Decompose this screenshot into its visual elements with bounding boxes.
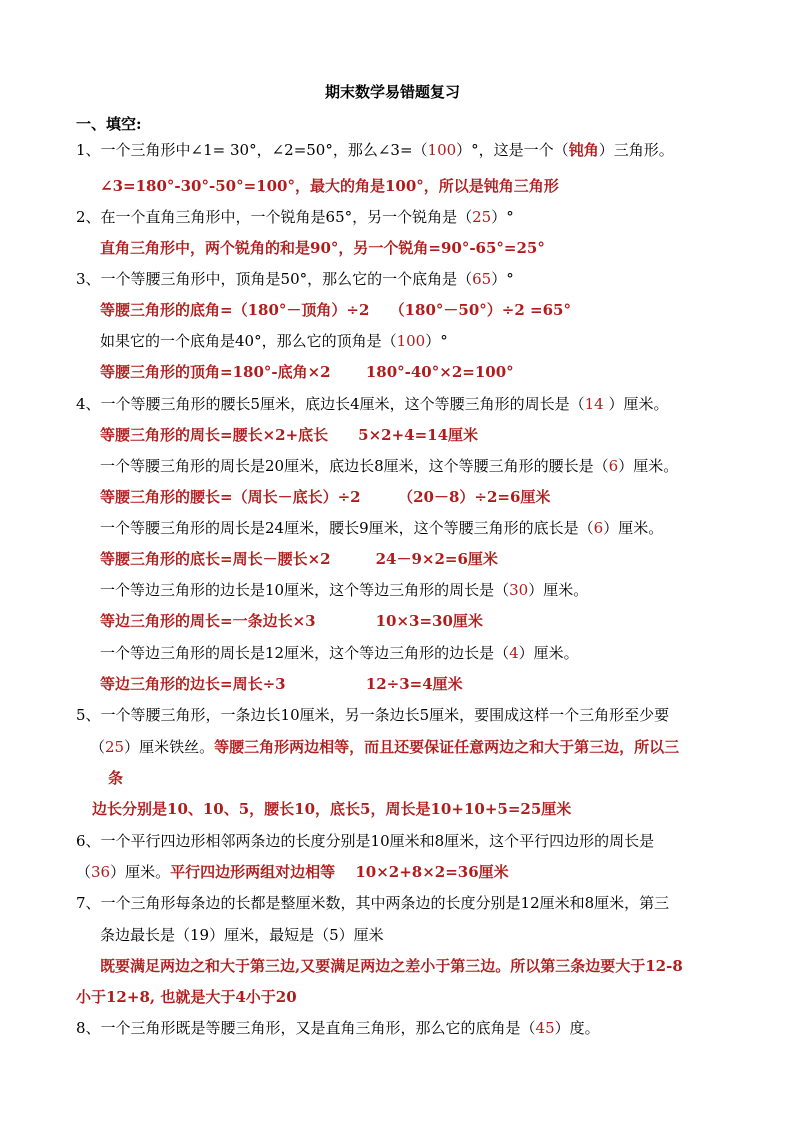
question-4d: 一个等边三角形的边长是10厘米，这个等边三角形的周长是（30）厘米。 bbox=[100, 581, 589, 599]
answer-blank: 100 bbox=[396, 332, 426, 350]
question-8: 8、一个三角形既是等腰三角形，又是直角三角形，那么它的底角是（45）度。 bbox=[76, 1019, 600, 1037]
answer-blank: 5 bbox=[329, 926, 339, 944]
answer-blank: 30 bbox=[509, 581, 529, 599]
question-4c: 一个等腰三角形的周长是24厘米，腰长9厘米，这个等腰三角形的底长是（6）厘米。 bbox=[100, 519, 664, 537]
question-3: 3、一个等腰三角形中，顶角是50°，那么它的一个底角是（65）° bbox=[76, 270, 514, 288]
explanation-5-wrap: 条 bbox=[108, 769, 124, 787]
question-1: 1、一个三角形中∠1= 30°，∠2=50°，那么∠3=（100）°，这是一个（钝角）三角形。 bbox=[76, 141, 674, 159]
question-4: 4、一个等腰三角形的腰长5厘米，底边长4厘米，这个等腰三角形的周长是（14 ）厘米。 bbox=[76, 395, 669, 413]
page-title: 期末数学易错题复习 bbox=[325, 83, 461, 101]
answer-blank: 19 bbox=[190, 926, 210, 944]
explanation-2: 直角三角形中，两个锐角的和是90°，另一个锐角=90°-65°=25° bbox=[100, 239, 545, 257]
question-3b: 如果它的一个底角是40°，那么它的顶角是（100）° bbox=[100, 332, 448, 350]
explanation-4: 等腰三角形的周长=腰长×2+底长 5×2+4=14厘米 bbox=[100, 426, 479, 444]
answer-blank: 100 bbox=[427, 141, 457, 159]
question-5b: （25）厘米铁丝。等腰三角形两边相等，而且还要保证任意两边之和大于第三边，所以三 bbox=[90, 738, 680, 756]
explanation-7b: 小于12+8, 也就是大于4小于20 bbox=[76, 988, 297, 1006]
question-7b: 条边最长是（19）厘米，最短是（5）厘米 bbox=[100, 926, 384, 944]
answer-blank: 45 bbox=[535, 1019, 555, 1037]
explanation-4e: 等边三角形的边长=周长÷3 12÷3=4厘米 bbox=[100, 675, 463, 693]
answer-blank: 25 bbox=[105, 738, 125, 756]
question-7: 7、一个三角形每条边的长都是整厘米数，其中两条边的长度分别是12厘米和8厘米，第三 bbox=[76, 894, 670, 912]
answer-blank: 25 bbox=[472, 208, 492, 226]
question-6: 6、一个平行四边形相邻两条边的长度分别是10厘米和8厘米，这个平行四边形的周长是 bbox=[76, 832, 655, 850]
explanation-5c: 边长分别是10、10、5，腰长10，底长5，周长是10+10+5=25厘米 bbox=[92, 800, 572, 818]
explanation-1: ∠3=180°-30°-50°=100°，最大的角是100°，所以是钝角三角形 bbox=[100, 177, 559, 195]
answer-blank: 钝角 bbox=[568, 141, 599, 159]
answer-blank: 65 bbox=[472, 270, 492, 288]
explanation-3: 等腰三角形的底角=（180°－顶角）÷2 （180°－50°）÷2 =65° bbox=[100, 301, 571, 319]
answer-blank: 14 bbox=[584, 395, 604, 413]
question-5: 5、一个等腰三角形，一条边长10厘米，另一条边长5厘米，要围成这样一个三角形至少要 bbox=[76, 706, 670, 724]
explanation-4c: 等腰三角形的底长=周长－腰长×2 24－9×2=6厘米 bbox=[100, 550, 498, 568]
question-4e: 一个等边三角形的周长是12厘米，这个等边三角形的边长是（4）厘米。 bbox=[100, 644, 579, 662]
explanation-5: 等腰三角形两边相等，而且还要保证任意两边之和大于第三边，所以三 bbox=[214, 738, 680, 756]
explanation-4d: 等边三角形的周长=一条边长×3 10×3=30厘米 bbox=[100, 612, 483, 630]
answer-blank: 4 bbox=[509, 644, 519, 662]
explanation-6: 平行四边形两组对边相等 10×2+8×2=36厘米 bbox=[170, 863, 509, 881]
answer-blank: 6 bbox=[593, 519, 604, 537]
answer-blank: 6 bbox=[608, 457, 619, 475]
section-heading: 一、填空: bbox=[76, 115, 142, 133]
explanation-7: 既要满足两边之和大于第三边,又要满足两边之差小于第三边。所以第三条边要大于12-8 bbox=[100, 957, 683, 975]
question-6b: （36）厘米。平行四边形两组对边相等 10×2+8×2=36厘米 bbox=[76, 863, 509, 881]
question-2: 2、在一个直角三角形中，一个锐角是65°，另一个锐角是（25）° bbox=[76, 208, 514, 226]
answer-blank: 36 bbox=[91, 863, 111, 881]
explanation-4b: 等腰三角形的腰长=（周长－底长）÷2 （20－8）÷2=6厘米 bbox=[100, 488, 551, 506]
question-4b: 一个等腰三角形的周长是20厘米，底边长8厘米，这个等腰三角形的腰长是（6）厘米。 bbox=[100, 457, 679, 475]
explanation-3b: 等腰三角形的顶角=180°-底角×2 180°-40°×2=100° bbox=[100, 363, 514, 381]
